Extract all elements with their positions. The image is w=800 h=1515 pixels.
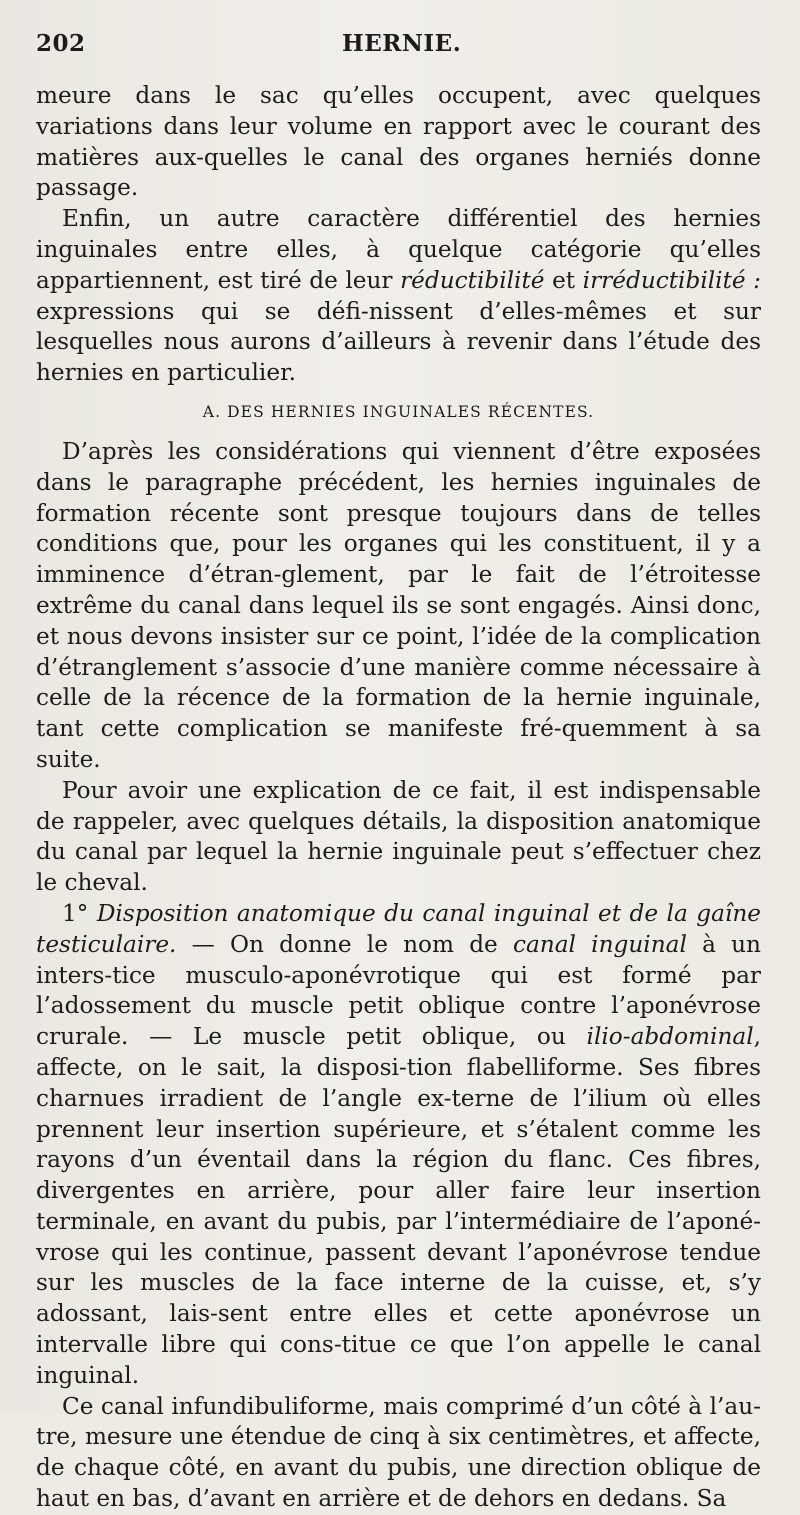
subsection-title: Disposition anatomique du canal inguinal et de la gaîne testiculaire. bbox=[36, 899, 761, 958]
section-heading: A. DES HERNIES INGUINALES RÉCENTES. bbox=[202, 402, 595, 421]
paragraph-5-text-b: à un inters-tice musculo-aponévrotique qui est formé par l’adossement du muscle petit oblique contre l’aponévrose crurale. — Le muscle petit oblique, ou bbox=[36, 930, 761, 1051]
body-text bbox=[36, 81, 761, 1515]
paragraph-3: D’après les considérations qui viennent d’être exposées dans le paragraphe précédent, les hernies inguinales de formation récente sont presque toujours dans de telles conditions que, pour les organes qui les constituent, il y a imminence d’étran-glement, par le fait de l’étroitesse extrême du canal dans lequel ils se sont engagés. Ainsi donc, et nous devons insister sur ce point, l’idée de la complication d’étranglement s’associe d’une manière comme nécessaire à celle de la récence de la formation de la hernie inguinale, tant cette complication se manifeste fré-quemment à sa suite. bbox=[36, 437, 761, 773]
paragraph-2-text-c: expressions qui se défi-nissent d’elles-mêmes et sur lesquelles nous aurons d’ailleurs à revenir dans l’étude des hernies en particulier. bbox=[36, 297, 761, 387]
term-canal-inguinal: canal inguinal bbox=[512, 930, 687, 958]
paragraph-5-number: 1° bbox=[62, 899, 97, 927]
paragraph-5 bbox=[36, 899, 761, 1392]
paragraph-5-text-a: — On donne le nom de bbox=[176, 930, 513, 958]
page-number: 202 bbox=[36, 30, 86, 57]
paragraph-2-text-b: et bbox=[544, 266, 583, 294]
paragraph-5-text-c: , affecte, on le sait, la disposi-tion flabelliforme. Ses fibres charnues irradient de l’angle ex-terne de l’ilium où elles prennent leur insertion supérieure, et s’étalent comme les rayons d’un éventail dans la région du flanc. Ces fibres, divergentes en arrière, pour aller faire leur insertion terminale, en avant du pubis, par l’intermédiaire de l’aponé-vrose qui les continue, passent devant l’aponévrose tendue sur les muscles de la face interne de la cuisse, et, s’y adossant, lais-sent entre elles et cette aponévrose un intervalle libre qui cons-titue ce que l’on appelle le canal inguinal. bbox=[36, 1023, 761, 1389]
running-title: HERNIE. bbox=[342, 30, 462, 57]
paragraph-2-text-a: Enfin, un autre caractère différentiel des hernies inguinales entre elles, à quelque catégorie qu’elles appartiennent, est tiré de leur bbox=[36, 205, 761, 294]
term-ilio-abdominal: ilio-abdominal bbox=[586, 1023, 754, 1051]
term-reductibilite: réductibilité bbox=[400, 266, 545, 294]
paragraph-6: Ce canal infundibuliforme, mais comprimé d’un côté à l’au-tre, mesure une étendue de cinq à six centimètres, et affecte, de chaque côté, en avant du pubis, une direction oblique de haut en bas, d’avant en arrière et de dehors en dedans. Sa bbox=[36, 1392, 761, 1513]
paragraph-4: Pour avoir une explication de ce fait, il est indispensable de rappeler, avec quelques détails, la disposition anatomique du canal par lequel la hernie inguinale peut s’effectuer chez le cheval. bbox=[36, 776, 761, 897]
paragraph-2 bbox=[36, 204, 761, 389]
paragraph-1: meure dans le sac qu’elles occupent, avec quelques variations dans leur volume en rapport avec le courant des matières aux-quelles le canal des organes herniés donne passage. bbox=[36, 82, 761, 202]
page-header bbox=[36, 30, 764, 66]
term-irreductibilite: irréductibilité : bbox=[582, 266, 761, 294]
